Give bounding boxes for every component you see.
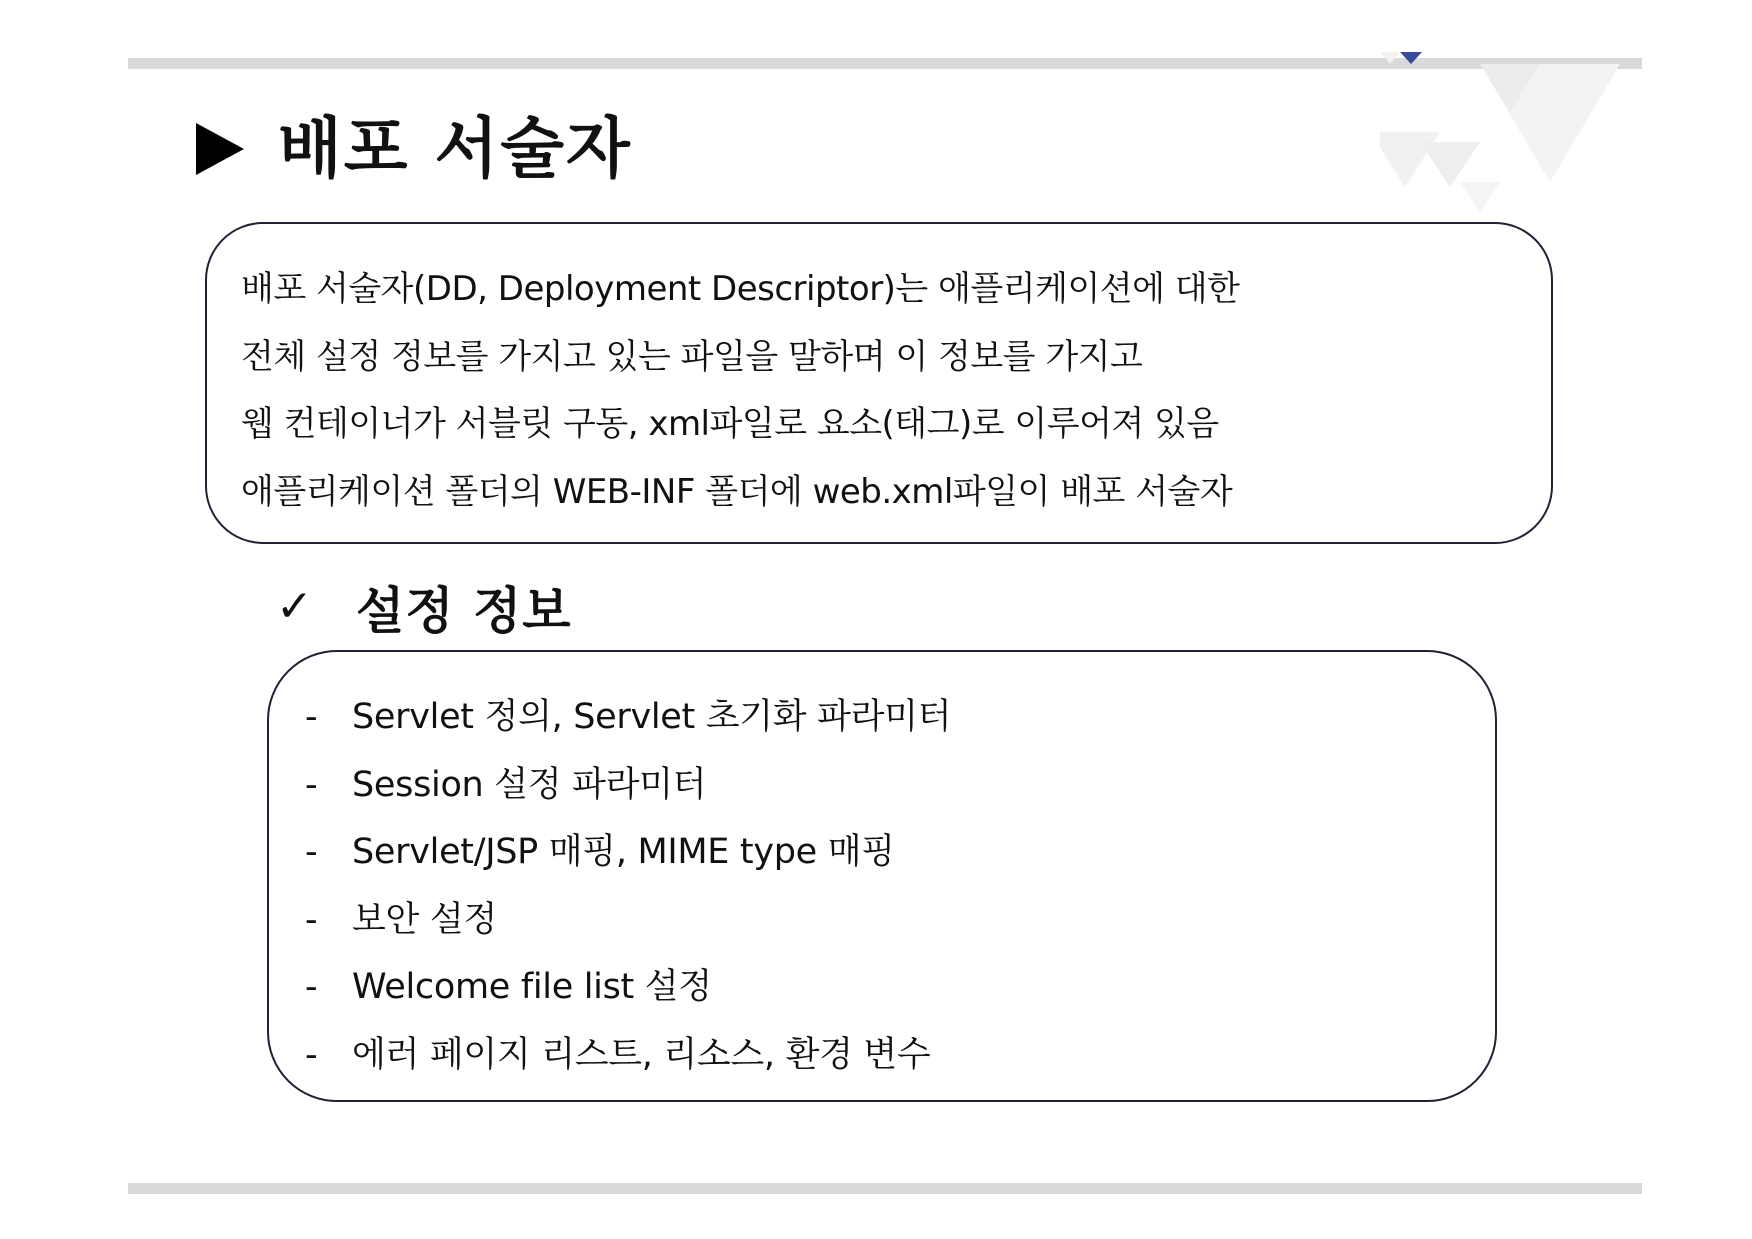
subheading-row xyxy=(276,572,572,642)
list-item xyxy=(305,1022,1495,1090)
triangle-bullet-icon xyxy=(196,119,244,179)
triangle-decoration xyxy=(1380,52,1620,232)
dash-bullet: - xyxy=(305,832,318,872)
title-row xyxy=(196,104,632,194)
settings-list-box xyxy=(267,650,1497,1102)
description-line: 전체 설정 정보를 가지고 있는 파일을 말하며 이 정보를 가지고 xyxy=(241,336,1143,377)
subheading: 설정 정보 xyxy=(356,582,572,640)
checkmark-icon: ✓ xyxy=(276,581,313,632)
list-item-text: 보안 설정 xyxy=(352,899,497,940)
dash-bullet: - xyxy=(305,764,318,805)
list-item-text: Servlet 정의, Servlet 초기화 파라미터 xyxy=(352,697,952,737)
bottom-rule xyxy=(128,1183,1642,1194)
list-item xyxy=(305,752,1495,820)
list-item xyxy=(305,954,1495,1022)
list-item xyxy=(305,887,1495,955)
description-line: 웹 컨테이너가 서블릿 구동, xml파일로 요소(태그)로 이루어져 있음 xyxy=(241,404,1219,444)
list-item xyxy=(305,819,1495,887)
description-line: 배포 서술자(DD, Deployment Descriptor)는 애플리케이션에 대한 xyxy=(241,269,1240,309)
list-item-text: Session 설정 파라미터 xyxy=(352,764,707,805)
dash-bullet: - xyxy=(305,899,318,940)
list-item-text: Servlet/JSP 매핑, MIME type 매핑 xyxy=(352,832,895,872)
dash-bullet: - xyxy=(305,967,318,1007)
list-item-text: Welcome file list 설정 xyxy=(352,967,712,1007)
page-title: 배포 서술자 xyxy=(278,110,632,187)
list-item-text: 에러 페이지 리스트, 리소스, 환경 변수 xyxy=(352,1034,931,1075)
dash-bullet: - xyxy=(305,697,318,737)
dash-bullet: - xyxy=(305,1034,318,1075)
description-box xyxy=(205,222,1553,544)
list-item xyxy=(305,684,1495,752)
description-line: 애플리케이션 폴더의 WEB-INF 폴더에 web.xml파일이 배포 서술자 xyxy=(241,471,1233,512)
